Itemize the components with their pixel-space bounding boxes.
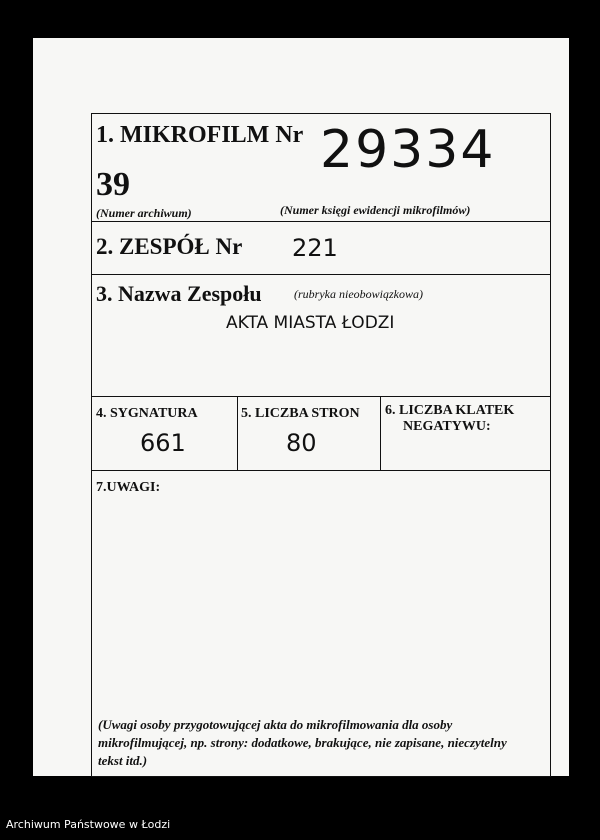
microfilm-card (33, 38, 569, 776)
page-count-label: 5. LICZBA STRON (241, 406, 360, 421)
signature-value: 661 (140, 429, 186, 457)
negative-frames-label-2: NEGATYWU: (403, 419, 491, 434)
microfilm-label: 1. MIKROFILM Nr (96, 122, 304, 148)
field-microfilm (92, 114, 550, 222)
field-collection-name (92, 275, 550, 397)
microfilm-number: 29334 (320, 120, 496, 180)
form-table (91, 113, 551, 777)
archive-caption: (Numer archiwum) (96, 206, 192, 220)
field-negative-frames (381, 397, 550, 470)
optional-note: (rubryka nieobowiązkowa) (294, 287, 423, 301)
page-count-value: 80 (286, 429, 317, 457)
remarks-instructions: (Uwagi osoby przygotowującej akta do mikrofilmowania dla osoby mikrofilmującej, np. strony: dodatkowe, brakujące, nie zapisane, nieczytelny tekst itd.) (98, 717, 507, 768)
field-remarks (92, 471, 550, 776)
field-signature (92, 397, 238, 470)
negative-frames-label-1: 6. LICZBA KLATEK (385, 403, 515, 418)
collection-name: AKTA MIASTA ŁODZI (226, 313, 395, 333)
archive-footer: Archiwum Państwowe w Łodzi (6, 818, 171, 831)
remarks-label: 7.UWAGI: (96, 480, 161, 495)
field-page-count (238, 397, 381, 470)
field-collection-number (92, 222, 550, 275)
fields-4-6 (92, 397, 550, 471)
archive-number: 39 (96, 166, 130, 203)
collection-number: 221 (292, 234, 338, 262)
microfilm-caption: (Numer księgi ewidencji mikrofilmów) (280, 203, 471, 217)
collection-name-label: 3. Nazwa Zespołu (96, 281, 262, 306)
signature-label: 4. SYGNATURA (96, 406, 198, 421)
collection-label: 2. ZESPÓŁ Nr (96, 234, 243, 259)
